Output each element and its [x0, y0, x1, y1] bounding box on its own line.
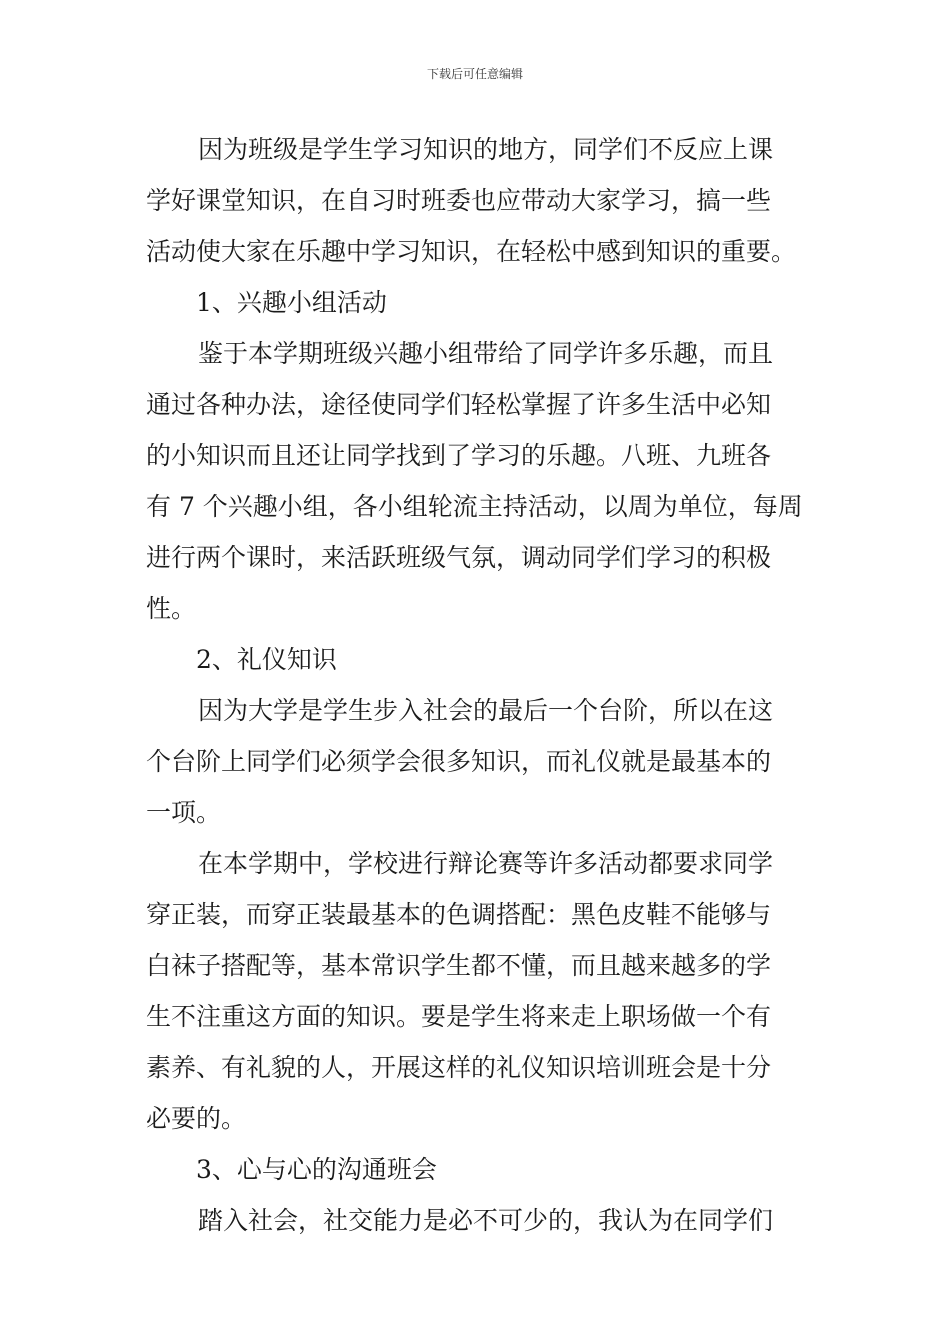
paragraph-line: 穿正装，而穿正装最基本的色调搭配：黑色皮鞋不能够与	[146, 900, 772, 929]
paragraph-line: 鉴于本学期班级兴趣小组带给了同学许多乐趣，而且	[198, 339, 774, 368]
paragraph-line: 必要的。	[146, 1104, 247, 1133]
paragraph-line: 进行两个课时，来活跃班级气氛，调动同学们学习的积极	[146, 543, 772, 572]
page-header-note: 下载后可任意编辑	[426, 67, 523, 81]
paragraph-line: 因为班级是学生学习知识的地方，同学们不反应上课	[198, 135, 774, 164]
section-heading: 2、礼仪知识	[196, 645, 337, 674]
paragraph-line: 的小知识而且还让同学找到了学习的乐趣。八班、九班各	[146, 441, 772, 470]
paragraph-line: 性。	[146, 594, 197, 623]
paragraph-line: 素养、有礼貌的人，开展这样的礼仪知识培训班会是十分	[146, 1053, 772, 1082]
section-heading: 3、心与心的沟通班会	[196, 1155, 437, 1184]
paragraph-line: 生不注重这方面的知识。要是学生将来走上职场做一个有	[146, 1002, 772, 1031]
paragraph-line: 活动使大家在乐趣中学习知识，在轻松中感到知识的重要。	[146, 237, 797, 266]
paragraph-line: 因为大学是学生步入社会的最后一个台阶，所以在这	[198, 696, 774, 725]
paragraph-line: 有 7 个兴趣小组，各小组轮流主持活动，以周为单位，每周	[146, 492, 803, 521]
paragraph-line: 学好课堂知识，在自习时班委也应带动大家学习，搞一些	[146, 186, 772, 215]
paragraph-line: 白袜子搭配等，基本常识学生都不懂，而且越来越多的学	[146, 951, 772, 980]
document-body	[146, 124, 811, 1246]
paragraph-line: 个台阶上同学们必须学会很多知识，而礼仪就是最基本的	[146, 747, 772, 776]
paragraph-line: 一项。	[146, 798, 222, 827]
section-heading: 1、兴趣小组活动	[196, 288, 387, 317]
paragraph-line: 通过各种办法，途径使同学们轻松掌握了许多生活中必知	[146, 390, 772, 419]
paragraph-line: 在本学期中，学校进行辩论赛等许多活动都要求同学	[198, 849, 774, 878]
paragraph-line: 踏入社会，社交能力是必不可少的，我认为在同学们	[198, 1206, 774, 1235]
